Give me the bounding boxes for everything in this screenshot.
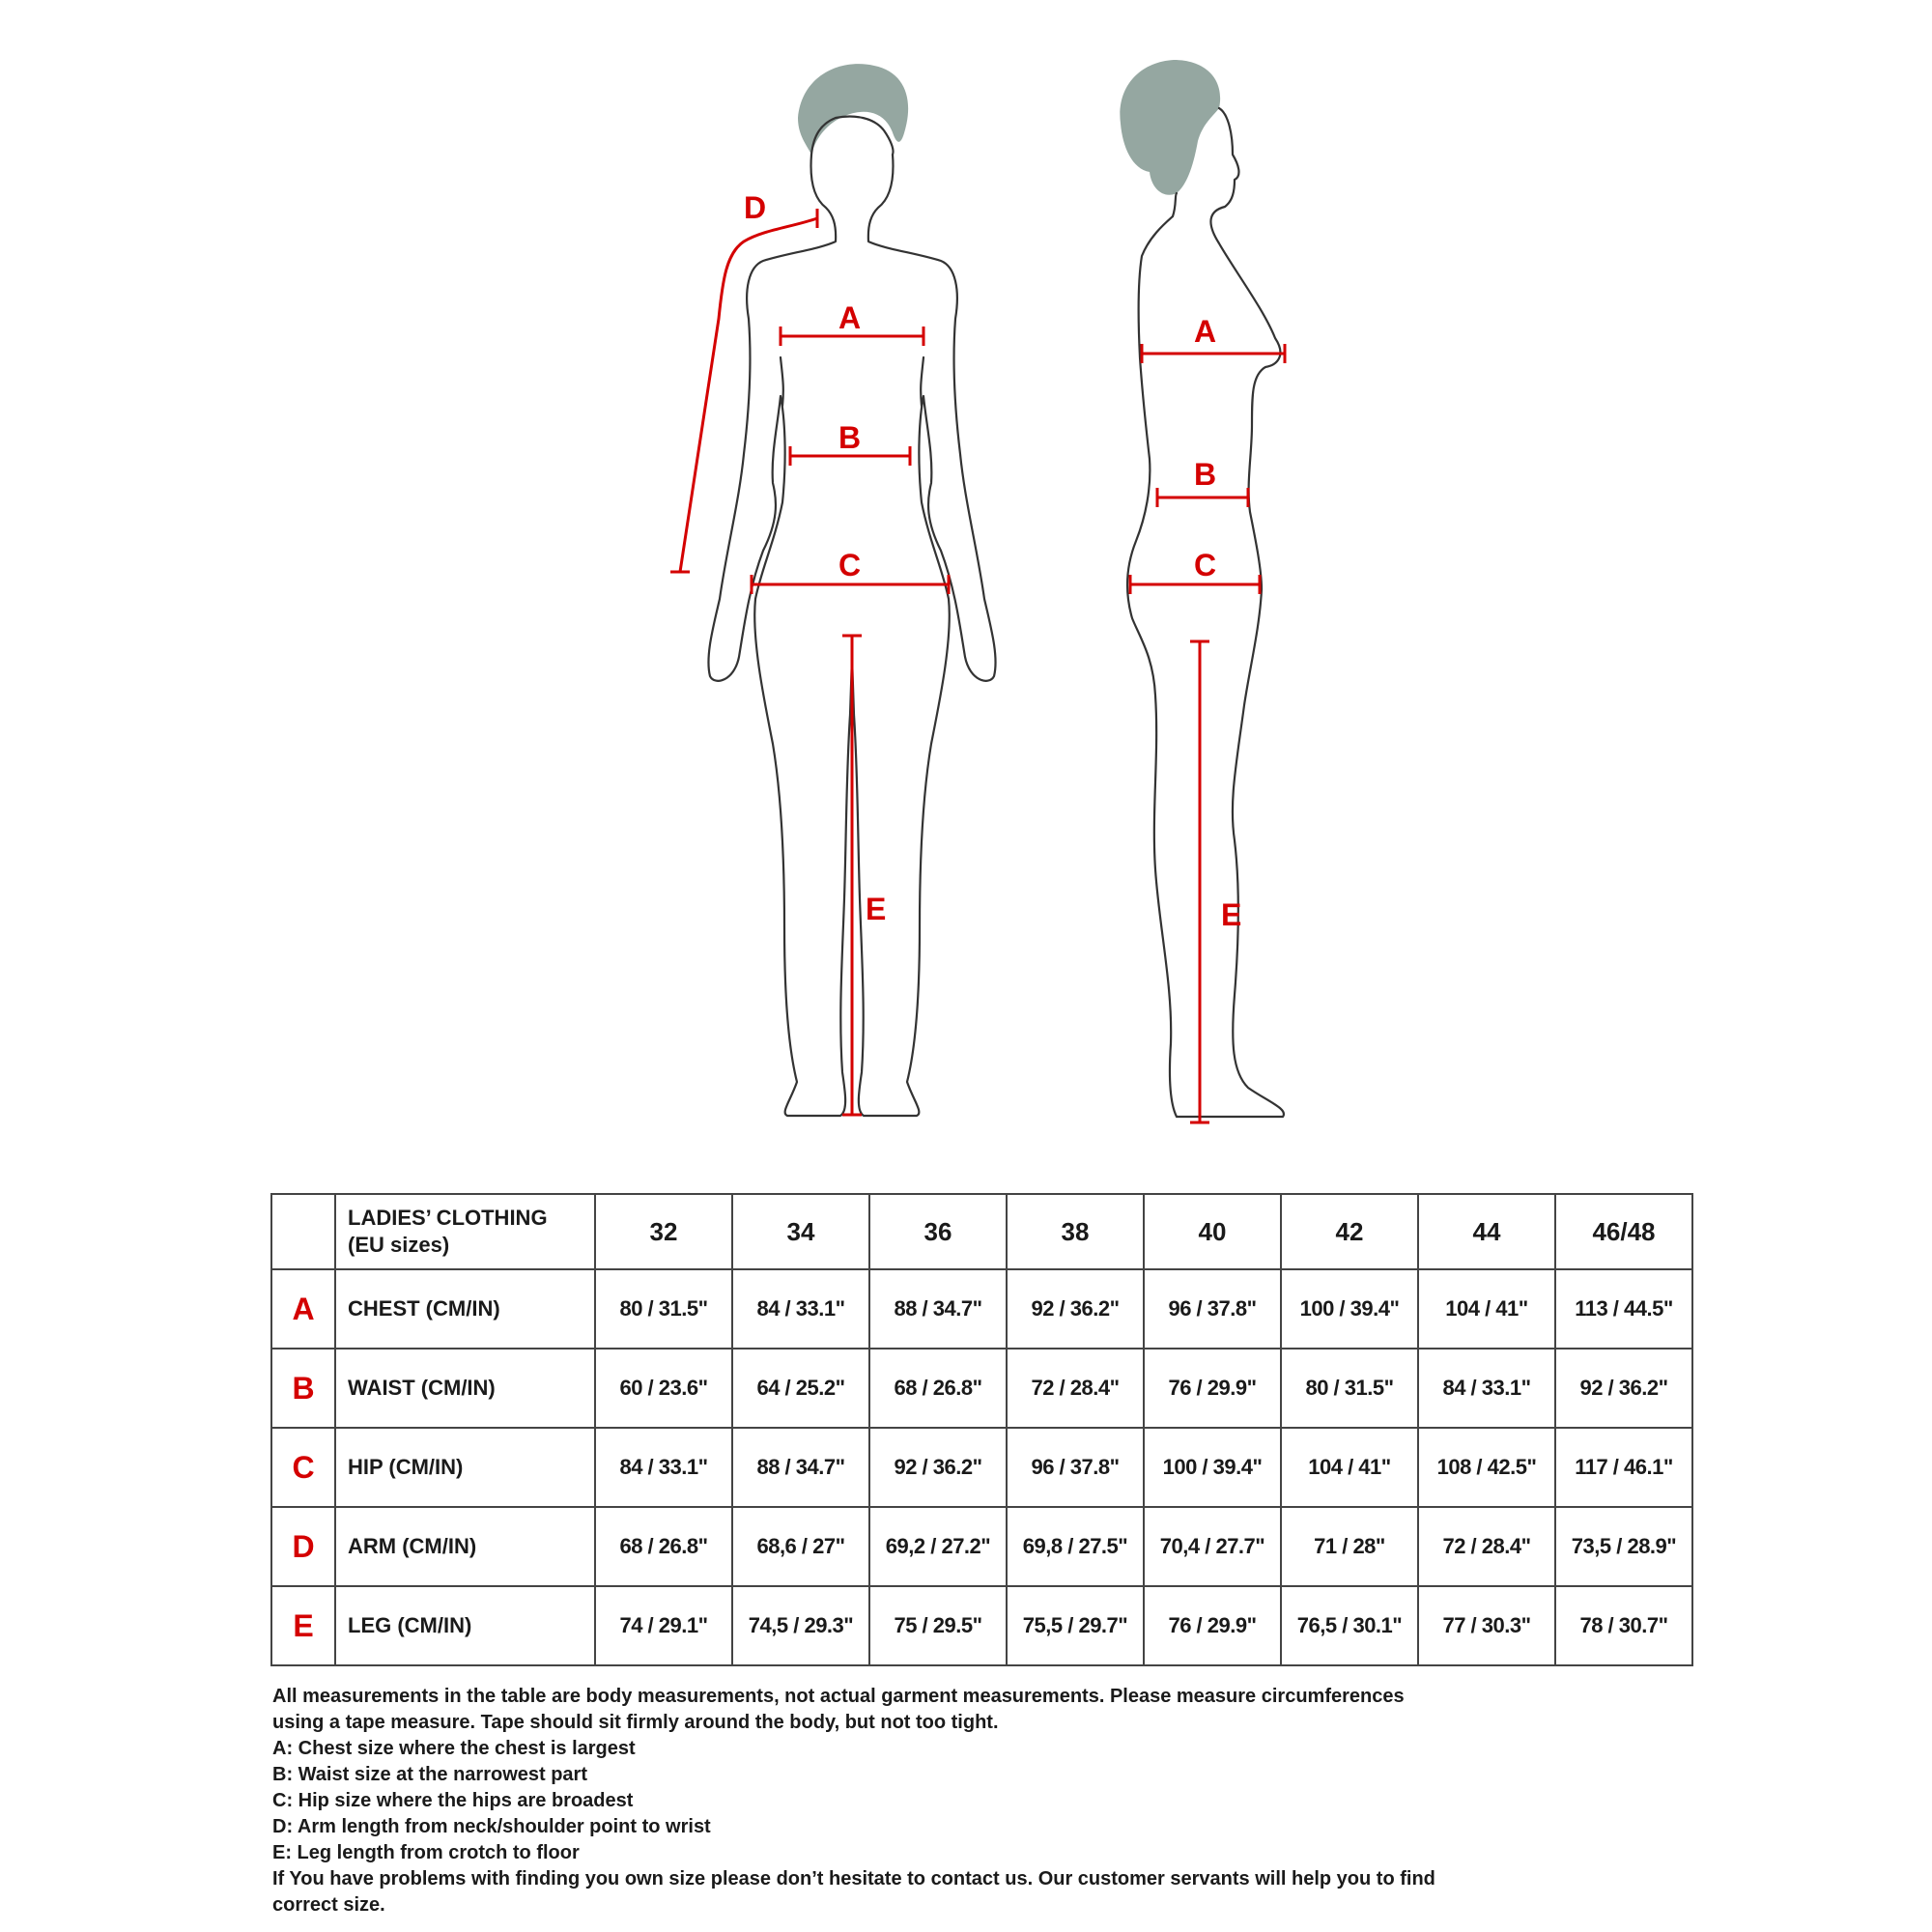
size-table [270, 1193, 1693, 1666]
table-cell: 92 / 36.2" [1007, 1269, 1144, 1349]
front-label-d: D [744, 190, 767, 225]
front-label-b: B [838, 420, 862, 455]
table-cell: 76,5 / 30.1" [1281, 1586, 1418, 1665]
table-cell: 69,2 / 27.2" [869, 1507, 1007, 1586]
note-line: B: Waist size at the narrowest part [272, 1764, 587, 1785]
row-letter: B [271, 1349, 335, 1428]
row-label: HIP (CM/IN) [335, 1428, 595, 1507]
side-label-e: E [1221, 897, 1242, 932]
side-figure-outline [1127, 108, 1284, 1117]
note-line: E: Leg length from crotch to floor [272, 1842, 580, 1863]
note-line: If You have problems with finding you own size please don’t hesitate to contact us. Our customer servants will help you to find [272, 1868, 1435, 1889]
table-cell: 73,5 / 28.9" [1555, 1507, 1692, 1586]
table-cell: 74 / 29.1" [595, 1586, 732, 1665]
table-cell: 100 / 39.4" [1281, 1269, 1418, 1349]
row-letter: E [271, 1586, 335, 1665]
table-cell: 75 / 29.5" [869, 1586, 1007, 1665]
table-cell: 92 / 36.2" [1555, 1349, 1692, 1428]
table-cell: 84 / 33.1" [1418, 1349, 1555, 1428]
row-letter: D [271, 1507, 335, 1586]
table-cell: 75,5 / 29.7" [1007, 1586, 1144, 1665]
side-label-a: A [1194, 314, 1217, 349]
front-label-a: A [838, 300, 862, 335]
size-header: 46/48 [1555, 1194, 1692, 1269]
table-cell: 100 / 39.4" [1144, 1428, 1281, 1507]
size-header: 38 [1007, 1194, 1144, 1269]
note-line: All measurements in the table are body measurements, not actual garment measurements. Please measure circumferences [272, 1686, 1405, 1707]
front-figure [670, 64, 996, 1116]
table-cell: 72 / 28.4" [1418, 1507, 1555, 1586]
measurement-notes [272, 1684, 1663, 1918]
note-line: correct size. [272, 1894, 385, 1916]
table-header-row [271, 1194, 1692, 1269]
table-cell: 71 / 28" [1281, 1507, 1418, 1586]
table-row-leg [271, 1586, 1692, 1665]
front-label-e: E [866, 892, 887, 926]
side-label-c: C [1194, 548, 1217, 582]
table-cell: 84 / 33.1" [732, 1269, 869, 1349]
size-header: 32 [595, 1194, 732, 1269]
table-cell: 92 / 36.2" [869, 1428, 1007, 1507]
row-label: LEG (CM/IN) [335, 1586, 595, 1665]
table-cell: 96 / 37.8" [1144, 1269, 1281, 1349]
row-letter: C [271, 1428, 335, 1507]
table-cell: 104 / 41" [1418, 1269, 1555, 1349]
table-row-waist [271, 1349, 1692, 1428]
table-cell: 74,5 / 29.3" [732, 1586, 869, 1665]
size-header: 40 [1144, 1194, 1281, 1269]
row-label: WAIST (CM/IN) [335, 1349, 595, 1428]
side-label-b: B [1194, 457, 1217, 492]
note-line: A: Chest size where the chest is largest [272, 1738, 636, 1759]
table-cell: 77 / 30.3" [1418, 1586, 1555, 1665]
row-label: ARM (CM/IN) [335, 1507, 595, 1586]
table-cell: 76 / 29.9" [1144, 1586, 1281, 1665]
table-cell: 68,6 / 27" [732, 1507, 869, 1586]
table-cell: 88 / 34.7" [732, 1428, 869, 1507]
table-row-chest [271, 1269, 1692, 1349]
note-line: C: Hip size where the hips are broadest [272, 1790, 634, 1811]
table-cell: 70,4 / 27.7" [1144, 1507, 1281, 1586]
table-cell: 113 / 44.5" [1555, 1269, 1692, 1349]
table-cell: 104 / 41" [1281, 1428, 1418, 1507]
table-cell: 72 / 28.4" [1007, 1349, 1144, 1428]
size-header: 42 [1281, 1194, 1418, 1269]
note-line: using a tape measure. Tape should sit firmly around the body, but not too tight. [272, 1712, 999, 1733]
row-letter: A [271, 1269, 335, 1349]
table-cell: 60 / 23.6" [595, 1349, 732, 1428]
size-header: 34 [732, 1194, 869, 1269]
table-cell: 117 / 46.1" [1555, 1428, 1692, 1507]
table-corner-cell [271, 1194, 335, 1269]
note-line: D: Arm length from neck/shoulder point to wrist [272, 1816, 711, 1837]
row-label: CHEST (CM/IN) [335, 1269, 595, 1349]
table-cell: 78 / 30.7" [1555, 1586, 1692, 1665]
table-cell: 69,8 / 27.5" [1007, 1507, 1144, 1586]
table-cell: 76 / 29.9" [1144, 1349, 1281, 1428]
side-figure [1120, 60, 1285, 1122]
size-header: 44 [1418, 1194, 1555, 1269]
table-cell: 64 / 25.2" [732, 1349, 869, 1428]
front-label-c: C [838, 548, 862, 582]
table-header-label [335, 1194, 595, 1269]
table-cell: 108 / 42.5" [1418, 1428, 1555, 1507]
side-figure-hair [1120, 60, 1220, 195]
header-label-line1: LADIES’ CLOTHING [348, 1206, 548, 1230]
table-cell: 68 / 26.8" [595, 1507, 732, 1586]
table-cell: 84 / 33.1" [595, 1428, 732, 1507]
table-cell: 80 / 31.5" [1281, 1349, 1418, 1428]
table-cell: 80 / 31.5" [595, 1269, 732, 1349]
size-header: 36 [869, 1194, 1007, 1269]
table-cell: 96 / 37.8" [1007, 1428, 1144, 1507]
header-label-line2: (EU sizes) [348, 1233, 450, 1257]
table-row-arm [271, 1507, 1692, 1586]
table-cell: 88 / 34.7" [869, 1269, 1007, 1349]
table-row-hip [271, 1428, 1692, 1507]
table-cell: 68 / 26.8" [869, 1349, 1007, 1428]
